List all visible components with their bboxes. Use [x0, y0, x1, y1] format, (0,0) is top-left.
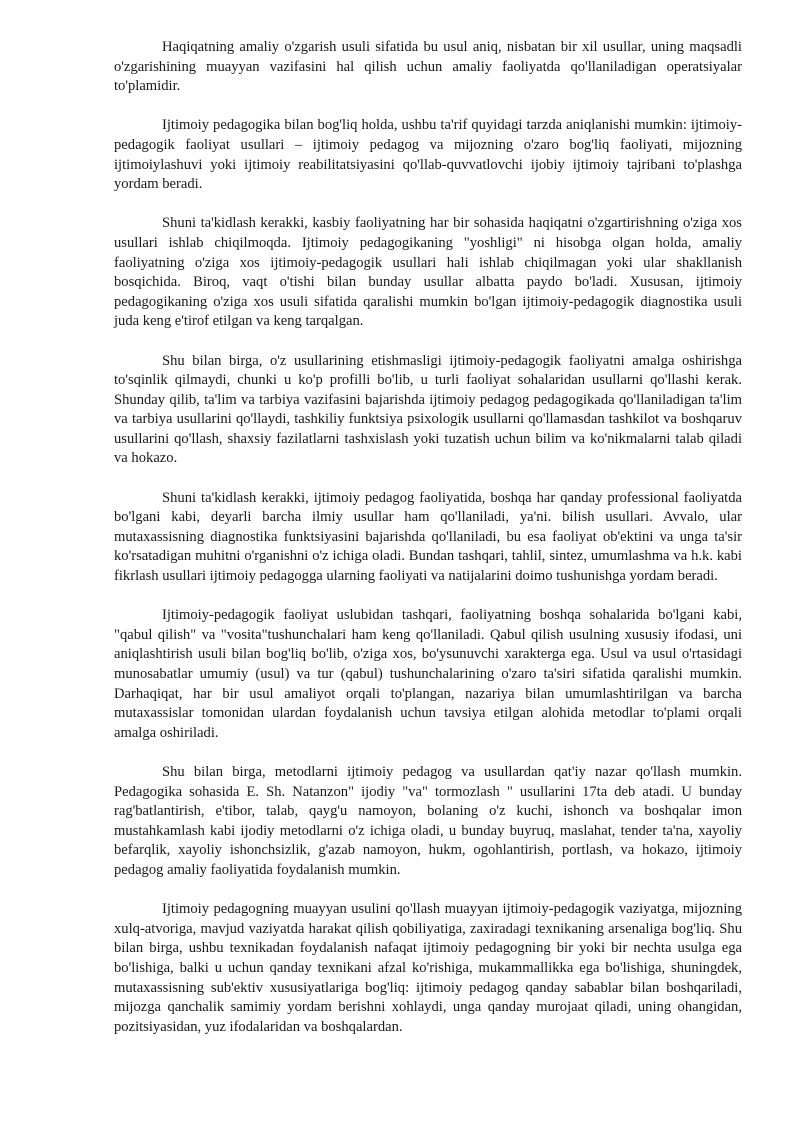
paragraph-7: Shu bilan birga, metodlarni ijtimoiy pedagog va usullardan qat'iy nazar qo'llash mumkin. Pedagogika sohasida E. Sh. Natanzon" ijodiy "va" tormozlash " usullarini 17ta deb atadi. U bunday rag'batlantirish, e'tibor, talab, qayg'u namoyon, bolaning o'z kuchi, ishonch va boshqalar imon mustahkamlash kabi ijodiy metodlarni o'z ichiga oladi, u bunday buyruq, maslahat, tender ta'na, xayoliy befarqlik, xayoliy ishonchsizlik, g'azab namoyon, hukm, ogohlantirish, portlash, va hokazo, ijtimoiy pedagog amaliy faoliyatida foydalanish mumkin.	[114, 763, 742, 878]
document-page	[114, 38, 742, 1057]
paragraph-4: Shu bilan birga, o'z usullarining etishmasligi ijtimoiy-pedagogik faoliyatni amalga oshirishga to'sqinlik qilmaydi, chunki u ko'p profilli bo'lib, u turli faoliyat sohalaridan usullarni qo'llashi kerak. Shunday qilib, ta'lim va tarbiya vazifasini bajarishda ijtimoiy pedagog pedagogikada qo'llaniladigan ta'lim va tarbiya usullarini qo'llaydi, tashkiliy funktsiya psixologik usullarni qo'llamasdan tashkilot va boshqaruv usullarini qo'llash, shaxsiy fazilatlarni tashxislash yoki tuzatish uchun bilim va ko'nikmalarni talab qiladi va hokazo.	[114, 352, 742, 467]
paragraph-8: Ijtimoiy pedagogning muayyan usulini qo'llash muayyan ijtimoiy-pedagogik vaziyatga, mijozning xulq-atvoriga, mavjud vaziyatda harakat qilish qobiliyatiga, zaxiradagi texnikaning arsenaliga bog'liq. Shu bilan birga, ushbu texnikadan foydalanish nafaqat ijtimoiy pedagogning bir yoki bir nechta usulga ega bo'lishiga, balki u uchun qanday texnikani afzal ko'rishiga, mukammallikka ega bo'lishiga, shuningdek, mutaxassisning sub'ektiv xususiyatlariga bog'liq: ijtimoiy pedagog qanday sabablar bilan boshqariladi, mijozga qanchalik samimiy yordam berishni xohlaydi, unga qanday murojaat qiladi, uning ohangidan, pozitsiyasidan, yuz ifodalaridan va boshqalardan.	[114, 901, 742, 1035]
paragraph-2: Ijtimoiy pedagogika bilan bog'liq holda, ushbu ta'rif quyidagi tarzda aniqlanishi mumkin: ijtimoiy-pedagogik faoliyat usullari – ijtimoiy pedagog va mijozning o'zaro bog'liq faoliyati, mijozning ijtimoiylashuvi yoki ijtimoiy reabilitatsiyasini qo'llab-quvvatlovchi ijobiy ijtimoiy tajribani to'plashga yordam beradi.	[114, 117, 742, 193]
paragraph-6: Ijtimoiy-pedagogik faoliyat uslubidan tashqari, faoliyatning boshqa sohalarida bo'lgani kabi, "qabul qilish" va "vosita"tushunchalari ham keng qo'llaniladi. Qabul qilish usulning xususiy ifodasi, uni aniqlashtirish usuli bilan bog'liq bo'lib, o'ziga xos, bo'ysunuvchi xarakterga ega. Usul va usul o'rtasidagi munosabatlar umumiy (usul) va tur (qabul) tushunchalarining o'zaro ta'siri sifatida qaralishi mumkin. Darhaqiqat, har bir usul amaliyot orqali to'plangan, nazariya bilan umumlashtirilgan va barcha mutaxassislar tomonidan ulardan foydalanish uchun tavsiya etilgan alohida metodlar to'plami orqali amalga oshiriladi.	[114, 607, 742, 741]
paragraph-1: Haqiqatning amaliy o'zgarish usuli sifatida bu usul aniq, nisbatan bir xil usullar, uning maqsadli o'zgarishining muayyan vazifasini hal qilish uchun amaliy faoliyatda qo'llaniladigan operatsiyalar to'plamidir.	[114, 39, 742, 95]
paragraph-5: Shuni ta'kidlash kerakki, ijtimoiy pedagog faoliyatida, boshqa har qanday professional faoliyatda bo'lgani kabi, deyarli barcha ilmiy usullar ham qo'llaniladi, ya'ni. bilish usullari. Avvalo, ular mutaxassisning diagnostika funktsiyasini bajarishda qo'llaniladi, bu esa faoliyat ob'ektini va unga ta'sir ko'rsatadigan muhitni o'rganishni o'z ichiga oladi. Bundan tashqari, tahlil, sintez, umumlashma va h.k. kabi fikrlash usullari ijtimoiy pedagogga ularning faoliyati va natijalarini doimo tushunishga yordam beradi.	[114, 489, 742, 585]
paragraph-3: Shuni ta'kidlash kerakki, kasbiy faoliyatning har bir sohasida haqiqatni o'zgartirishning o'ziga xos usullari ishlab chiqilmoqda. Ijtimoiy pedagogikaning "yoshligi" ni hisobga olgan holda, amaliy faoliyatning o'ziga xos ijtimoiy-pedagogik usullari hali ishlab chiqilmagan yoki ular shakllanish bosqichida. Biroq, vaqt o'tishi bilan bunday usullar albatta paydo bo'ladi. Xususan, ijtimoiy pedagogikaning o'ziga xos usuli sifatida qaralishi mumkin bo'lgan ijtimoiy-pedagogik diagnostika usuli juda keng e'tirof etilgan va keng tarqalgan.	[114, 215, 742, 330]
